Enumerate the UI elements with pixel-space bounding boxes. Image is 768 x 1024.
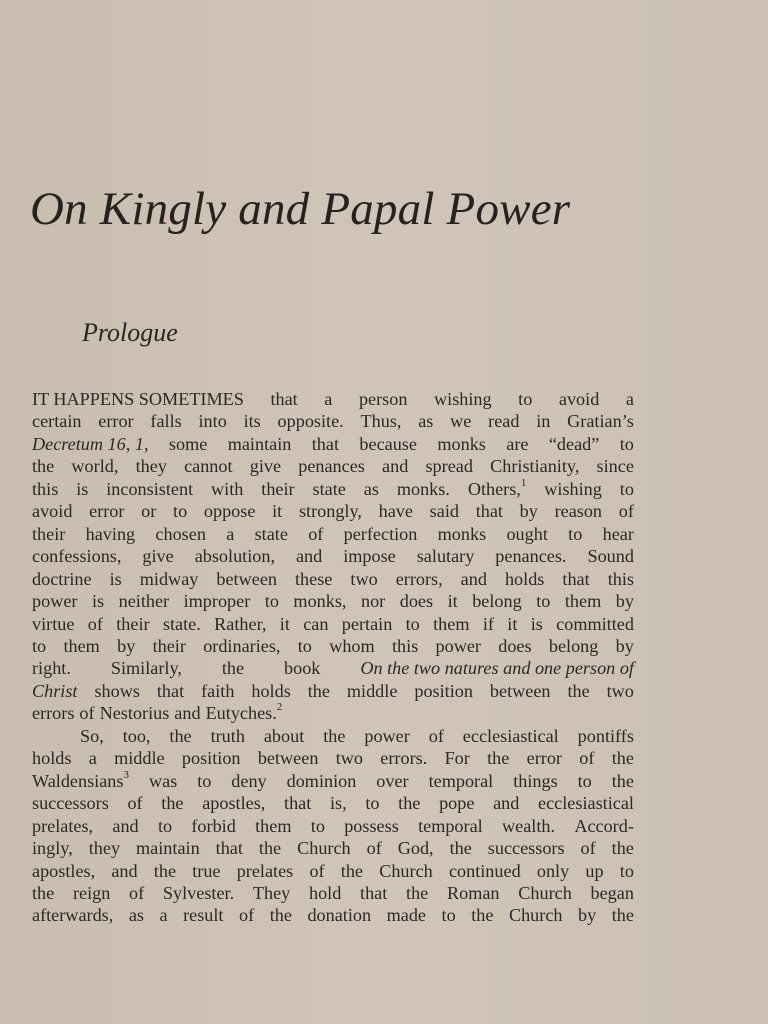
word: as: [418, 411, 434, 432]
word: only: [536, 860, 570, 881]
word: this: [391, 635, 419, 656]
word: too,: [122, 725, 151, 746]
word: whom: [329, 635, 375, 656]
word: about: [263, 725, 305, 746]
word: it: [272, 501, 283, 522]
text-line: [32, 747, 634, 769]
word: their: [261, 478, 295, 499]
word: of: [618, 501, 634, 522]
word: by: [578, 905, 597, 926]
word: the: [221, 658, 245, 679]
word: by: [117, 635, 136, 656]
word: spread: [425, 456, 473, 477]
word: wealth.: [502, 815, 556, 836]
word: it: [447, 591, 458, 612]
word: of: [579, 748, 595, 769]
word: state: [312, 478, 346, 499]
word-with-footnote: [32, 770, 129, 792]
text-line: [32, 860, 634, 882]
chapter-title: On Kingly and Papal Power: [30, 183, 571, 235]
word: the: [611, 770, 634, 791]
word: dominion: [286, 770, 357, 791]
word: is: [530, 613, 543, 634]
section-heading: Prologue: [82, 318, 178, 347]
word: the: [258, 838, 282, 859]
word: this: [607, 568, 634, 589]
word: having: [85, 523, 136, 544]
word: to: [197, 770, 212, 791]
word: cannot: [184, 456, 233, 477]
word: monks,: [293, 591, 347, 612]
word: the: [32, 456, 55, 477]
word: errors.: [380, 748, 428, 769]
word-with-footnote: [468, 478, 527, 500]
word: two: [606, 680, 634, 701]
word: successors: [32, 793, 109, 814]
word: that: [215, 838, 243, 859]
word: person: [358, 389, 408, 409]
word: the: [307, 680, 330, 701]
word: two: [335, 748, 363, 769]
word: to: [536, 591, 551, 612]
word: reason: [554, 501, 603, 522]
word: since: [596, 456, 634, 477]
word: and: [174, 703, 201, 724]
text-line: [32, 613, 634, 635]
word: hear: [602, 523, 634, 544]
word: and: [111, 860, 138, 881]
word: does: [399, 591, 434, 612]
word: can: [303, 613, 329, 634]
word: world,: [71, 456, 119, 477]
word: to: [32, 635, 47, 656]
word: the: [153, 860, 177, 881]
word: of: [87, 613, 103, 634]
word: Sound: [587, 546, 634, 567]
word: confessions,: [32, 546, 122, 567]
word: that: [156, 680, 185, 701]
word: between: [489, 680, 551, 701]
word: and: [493, 793, 520, 814]
word: to: [173, 501, 188, 522]
text-line: [32, 725, 634, 747]
word: prelates,: [32, 815, 94, 836]
word: the: [161, 793, 184, 814]
word: afterwards,: [32, 905, 114, 926]
word: to: [577, 770, 592, 791]
word: the: [340, 860, 364, 881]
word: have: [378, 501, 413, 522]
word: the: [567, 680, 590, 701]
word: because: [359, 433, 417, 454]
word: So,: [80, 725, 104, 746]
text-line: [32, 433, 634, 455]
word: Others,: [467, 478, 521, 499]
word: is: [91, 591, 105, 612]
text-line: [32, 568, 634, 590]
word: apostles,: [32, 860, 96, 881]
word: Church: [518, 882, 572, 903]
word: monks: [437, 433, 486, 454]
text-line: [32, 635, 634, 657]
word: said: [429, 501, 459, 522]
word: power: [32, 591, 78, 612]
word: the: [471, 905, 494, 926]
word: nor: [360, 591, 386, 612]
word: we: [450, 411, 472, 432]
word: impose: [343, 546, 396, 567]
text-line: [32, 882, 634, 904]
word: to: [619, 860, 634, 881]
word: errors: [32, 703, 75, 724]
word: For: [444, 748, 470, 769]
word: God,: [397, 838, 434, 859]
word: belong: [472, 591, 522, 612]
word: if: [482, 613, 494, 634]
word: it: [507, 613, 518, 634]
word: falls: [150, 411, 182, 432]
word: right.: [32, 658, 71, 679]
word: Similarly,: [110, 658, 182, 679]
word: the: [487, 748, 510, 769]
word: virtue: [32, 613, 75, 634]
word: of: [309, 860, 325, 881]
word: book: [284, 658, 321, 679]
word: certain: [32, 411, 82, 432]
word: maintain: [227, 433, 292, 454]
word: a: [324, 389, 333, 409]
word: of: [127, 793, 143, 814]
text-line: [32, 523, 634, 545]
word: monks: [437, 523, 487, 544]
word: that: [270, 389, 298, 409]
word: two: [350, 568, 378, 589]
word: opposite.: [277, 411, 344, 432]
word: Roman: [446, 882, 500, 903]
word: is: [76, 478, 89, 499]
word: of: [308, 523, 324, 544]
word: some: [168, 433, 208, 454]
word: Sylvester.: [162, 882, 235, 903]
word: the: [611, 748, 634, 769]
word: avoid: [32, 501, 73, 522]
word: that: [311, 433, 340, 454]
body-text: [32, 388, 634, 927]
word: does: [498, 635, 532, 656]
word: Gratian’s: [567, 411, 634, 432]
word: state: [254, 523, 288, 544]
word: their: [116, 613, 150, 634]
word: improper: [183, 591, 251, 612]
word: avoid: [558, 389, 600, 409]
word: to: [619, 433, 634, 454]
word: hold: [308, 882, 342, 903]
word: doctrine: [32, 568, 92, 589]
word: errors,: [395, 568, 443, 589]
word: a: [88, 748, 97, 769]
word: power: [435, 635, 481, 656]
word: Thus,: [360, 411, 402, 432]
word: forbid: [191, 815, 236, 836]
word: Accord-: [574, 815, 634, 836]
word: to: [157, 815, 173, 836]
word: pontiffs: [577, 725, 634, 746]
word: the: [611, 905, 634, 926]
word: Eutyches.: [205, 703, 277, 724]
word: Christ: [32, 680, 78, 701]
word: “dead”: [548, 433, 600, 454]
word: Decretum 16, 1,: [32, 433, 149, 454]
text-line: [32, 590, 634, 612]
word: error: [98, 411, 134, 432]
word: that: [284, 793, 312, 814]
text-line: [32, 478, 634, 500]
word: IT HAPPENS SOMETIMES: [32, 389, 244, 409]
word: true: [192, 860, 221, 881]
word: On the two natures and one person of: [360, 658, 634, 679]
word: ingly,: [32, 838, 73, 859]
word: Nestorius: [99, 703, 170, 724]
word: with: [211, 478, 244, 499]
word: that: [562, 568, 590, 589]
word: wishing: [434, 389, 492, 409]
word: Church: [508, 905, 563, 926]
word: a: [159, 905, 168, 926]
word: committed: [556, 613, 634, 634]
word: it: [279, 613, 290, 634]
word: between: [257, 748, 319, 769]
word: the: [449, 838, 472, 859]
word: and: [112, 815, 139, 836]
word: ecclesiastical: [538, 793, 634, 814]
word: temporal: [428, 770, 494, 791]
word: they: [135, 456, 167, 477]
word: to: [297, 635, 312, 656]
word: Waldensians: [32, 770, 124, 791]
word: shows: [94, 680, 140, 701]
word: as: [128, 905, 144, 926]
text-line: [32, 545, 634, 567]
word: of: [580, 838, 596, 859]
word: donation: [307, 905, 372, 926]
word: chosen: [155, 523, 206, 544]
word: the: [611, 838, 634, 859]
word: to: [441, 905, 456, 926]
word: the: [169, 725, 192, 746]
word: belong: [548, 635, 599, 656]
word: the: [323, 725, 346, 746]
word: the: [32, 882, 55, 903]
word: its: [243, 411, 261, 432]
word: are: [506, 433, 529, 454]
word: the: [269, 905, 292, 926]
word: and: [460, 568, 487, 589]
word: pertain: [341, 613, 393, 634]
word: that: [475, 501, 503, 522]
word: these: [295, 568, 333, 589]
text-line: [32, 410, 634, 432]
text-line: [32, 388, 634, 410]
word: made: [386, 905, 426, 926]
word: a: [226, 523, 235, 544]
text-line: [32, 680, 634, 702]
word: strongly,: [298, 501, 362, 522]
word: ecclesiastical: [462, 725, 559, 746]
word: of: [129, 882, 145, 903]
word: a: [625, 389, 634, 409]
word: the: [406, 882, 429, 903]
word: by: [615, 635, 634, 656]
word: penances.: [495, 546, 567, 567]
word: salutary: [416, 546, 475, 567]
word: to: [365, 793, 380, 814]
word: holds: [251, 680, 291, 701]
word: ought: [506, 523, 548, 544]
text-line: [32, 702, 634, 724]
word: of: [239, 905, 255, 926]
word: neither: [118, 591, 170, 612]
word: up: [585, 860, 604, 881]
word: of: [428, 725, 444, 746]
word: middle: [346, 680, 398, 701]
word: Christianity,: [490, 456, 580, 477]
word: them: [564, 591, 602, 612]
word: They: [252, 882, 291, 903]
word: inconsistent: [106, 478, 194, 499]
word: to: [518, 389, 533, 409]
word: ordinaries,: [203, 635, 281, 656]
word: result: [183, 905, 224, 926]
word: or: [141, 501, 157, 522]
word: error: [89, 501, 125, 522]
word: began: [590, 882, 634, 903]
word: into: [198, 411, 227, 432]
word: error: [526, 748, 562, 769]
text-line: [32, 657, 634, 679]
footnote-marker: 1: [520, 476, 527, 489]
word: by: [519, 501, 538, 522]
word: maintain: [136, 838, 200, 859]
word: power: [364, 725, 410, 746]
word: the: [398, 793, 421, 814]
word: oppose: [203, 501, 256, 522]
word: monks.: [396, 478, 450, 499]
word: as: [363, 478, 379, 499]
word: middle: [114, 748, 165, 769]
word: midway: [139, 568, 199, 589]
word: reign: [72, 882, 111, 903]
word: Church: [379, 860, 433, 881]
word: them: [433, 613, 470, 634]
text-line: [32, 815, 634, 837]
word: to: [310, 815, 325, 836]
word: apostles,: [202, 793, 266, 814]
word-with-footnote: [206, 702, 283, 724]
word: things: [513, 770, 558, 791]
word: them: [63, 635, 100, 656]
word: to: [264, 591, 279, 612]
word: they: [88, 838, 121, 859]
word: holds: [504, 568, 545, 589]
word: over: [376, 770, 409, 791]
word: continued: [448, 860, 521, 881]
word: their: [152, 635, 186, 656]
word: by: [615, 591, 634, 612]
word: to: [568, 523, 583, 544]
word: prelates: [236, 860, 294, 881]
word: and: [295, 546, 323, 567]
word: pope: [439, 793, 475, 814]
word: successors: [487, 838, 565, 859]
word: this: [32, 478, 59, 499]
word: is: [109, 568, 122, 589]
footnote-marker: 2: [276, 701, 283, 714]
word: give: [249, 456, 282, 477]
word: and: [382, 456, 409, 477]
word: faith: [201, 680, 235, 701]
word: deny: [231, 770, 267, 791]
word: penances: [298, 456, 365, 477]
word: position: [414, 680, 473, 701]
word: Church: [297, 838, 351, 859]
footnote-marker: 3: [123, 768, 129, 781]
text-line: [32, 500, 634, 522]
word: perfection: [343, 523, 418, 544]
word: was: [148, 770, 178, 791]
word: temporal: [418, 815, 483, 836]
word: to: [619, 478, 634, 499]
text-line: [32, 837, 634, 859]
word: that: [360, 882, 388, 903]
text-line: [32, 770, 634, 792]
word: is,: [329, 793, 347, 814]
word: absolution,: [194, 546, 276, 567]
text-line: [32, 904, 634, 926]
word: them: [255, 815, 292, 836]
word: to: [405, 613, 420, 634]
word: give: [142, 546, 174, 567]
text-line: [32, 455, 634, 477]
word: holds: [32, 748, 72, 769]
word: state.: [162, 613, 201, 634]
word: wishing: [544, 478, 602, 499]
word: truth: [210, 725, 245, 746]
word: between: [216, 568, 277, 589]
word: of: [79, 703, 95, 724]
word: Rather,: [214, 613, 267, 634]
word: position: [181, 748, 241, 769]
word: read: [488, 411, 520, 432]
word: possess: [344, 815, 399, 836]
word: their: [32, 523, 66, 544]
text-line: [32, 792, 634, 814]
word: of: [366, 838, 382, 859]
word: in: [536, 411, 551, 432]
